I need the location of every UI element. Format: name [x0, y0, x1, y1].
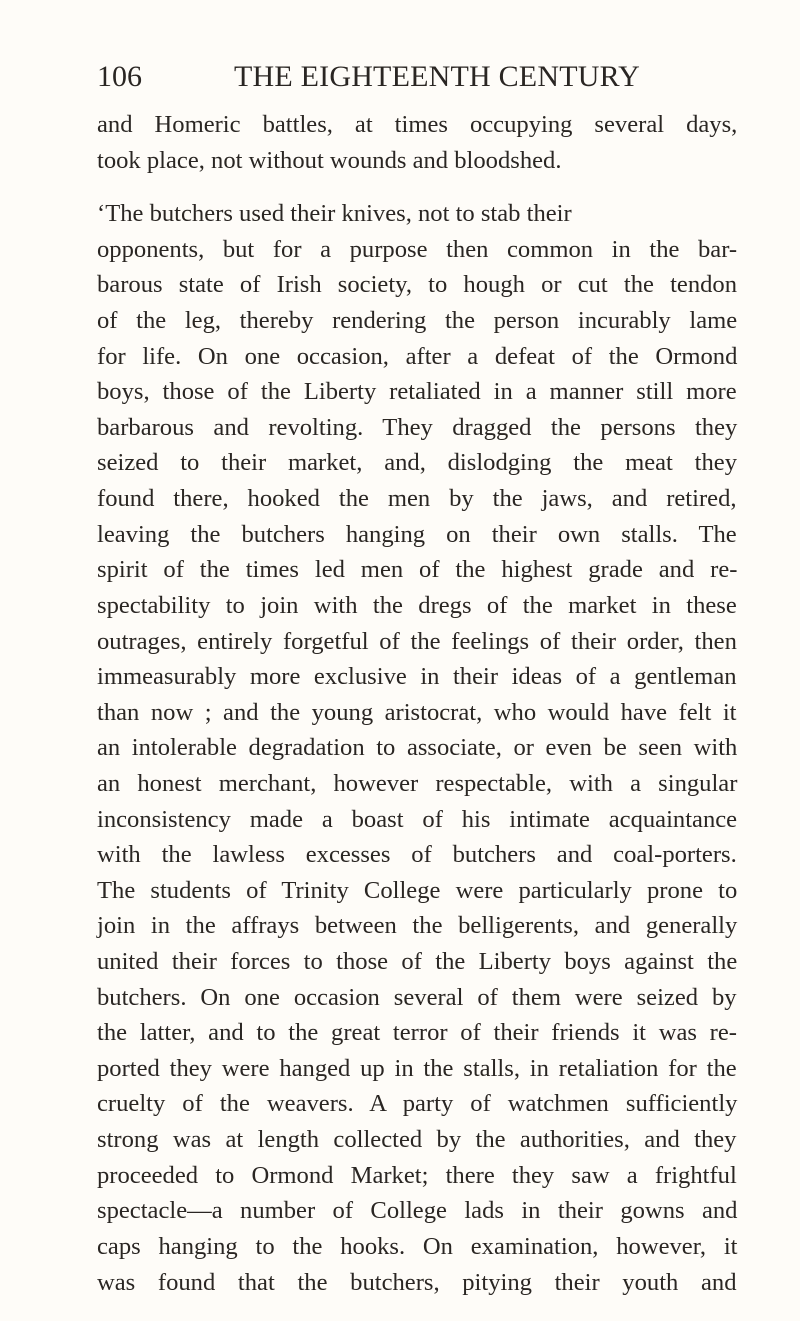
running-head-title: THE EIGHTEENTH CENTURY: [234, 60, 641, 93]
body-text: [97, 107, 737, 1300]
text-line: barous state of Irish society, to hough or cut the tendon: [97, 271, 738, 299]
text-line: opponents, but for a purpose then common in the bar-: [97, 235, 738, 263]
text-line: ported they were hanged up in the stalls, in retaliation for the: [97, 1054, 737, 1082]
text-line: strong was at length collected by the authorities, and they: [97, 1126, 737, 1154]
text-line: than now ; and the young aristocrat, who would have felt it: [97, 698, 737, 726]
text-line: united their forces to those of the Liberty boys against the: [97, 948, 738, 976]
text-line: boys, those of the Liberty retaliated in a manner still more: [97, 378, 737, 406]
text-line: the latter, and to the great terror of their friends it was re-: [97, 1019, 737, 1047]
text-line: outrages, entirely forgetful of the feelings of their order, then: [97, 627, 737, 655]
text-line: was found that the butchers, pitying their youth and: [97, 1268, 737, 1296]
text-line: with the lawless excesses of butchers and coal-porters.: [97, 841, 737, 869]
text-line: caps hanging to the hooks. On examination, however, it: [97, 1232, 738, 1260]
text-line: barbarous and revolting. They dragged the persons they: [97, 413, 738, 441]
text-line: took place, not without wounds and bloodshed.: [97, 146, 562, 174]
text-line: inconsistency made a boast of his intimate acquaintance: [97, 805, 738, 833]
text-line: seized to their market, and, dislodging the meat they: [97, 449, 737, 477]
text-line: an intolerable degradation to associate, or even be seen with: [97, 734, 738, 762]
text-line: and Homeric battles, at times occupying several days,: [97, 111, 738, 138]
text-line: spirit of the times led men of the highest grade and re-: [97, 556, 738, 584]
text-line: ‘The butchers used their knives, not to stab their: [97, 200, 572, 228]
text-line: join in the affrays between the belligerents, and generally: [97, 912, 738, 940]
text-line: for life. On one occasion, after a defeat of the Ormond: [97, 342, 738, 370]
text-line: butchers. On one occasion several of them were seized by: [97, 983, 737, 1011]
page-number: 106: [97, 60, 142, 93]
text-line: proceeded to Ormond Market; there they saw a frightful: [97, 1161, 737, 1189]
text-line: The students of Trinity College were particularly prone to: [97, 876, 738, 904]
text-line: spectacle—a number of College lads in their gowns and: [97, 1197, 738, 1225]
text-line: cruelty of the weavers. A party of watchmen sufficiently: [97, 1090, 738, 1118]
text-line: spectability to join with the dregs of the market in these: [97, 591, 737, 619]
text-line: of the leg, thereby rendering the person incurably lame: [97, 307, 738, 335]
text-line: leaving the butchers hanging on their own stalls. The: [97, 520, 737, 548]
text-line: immeasurably more exclusive in their ideas of a gentleman: [97, 663, 737, 691]
text-line: found there, hooked the men by the jaws, and retired,: [97, 485, 737, 513]
text-line: an honest merchant, however respectable, with a singular: [97, 769, 738, 797]
running-header: [97, 60, 704, 94]
